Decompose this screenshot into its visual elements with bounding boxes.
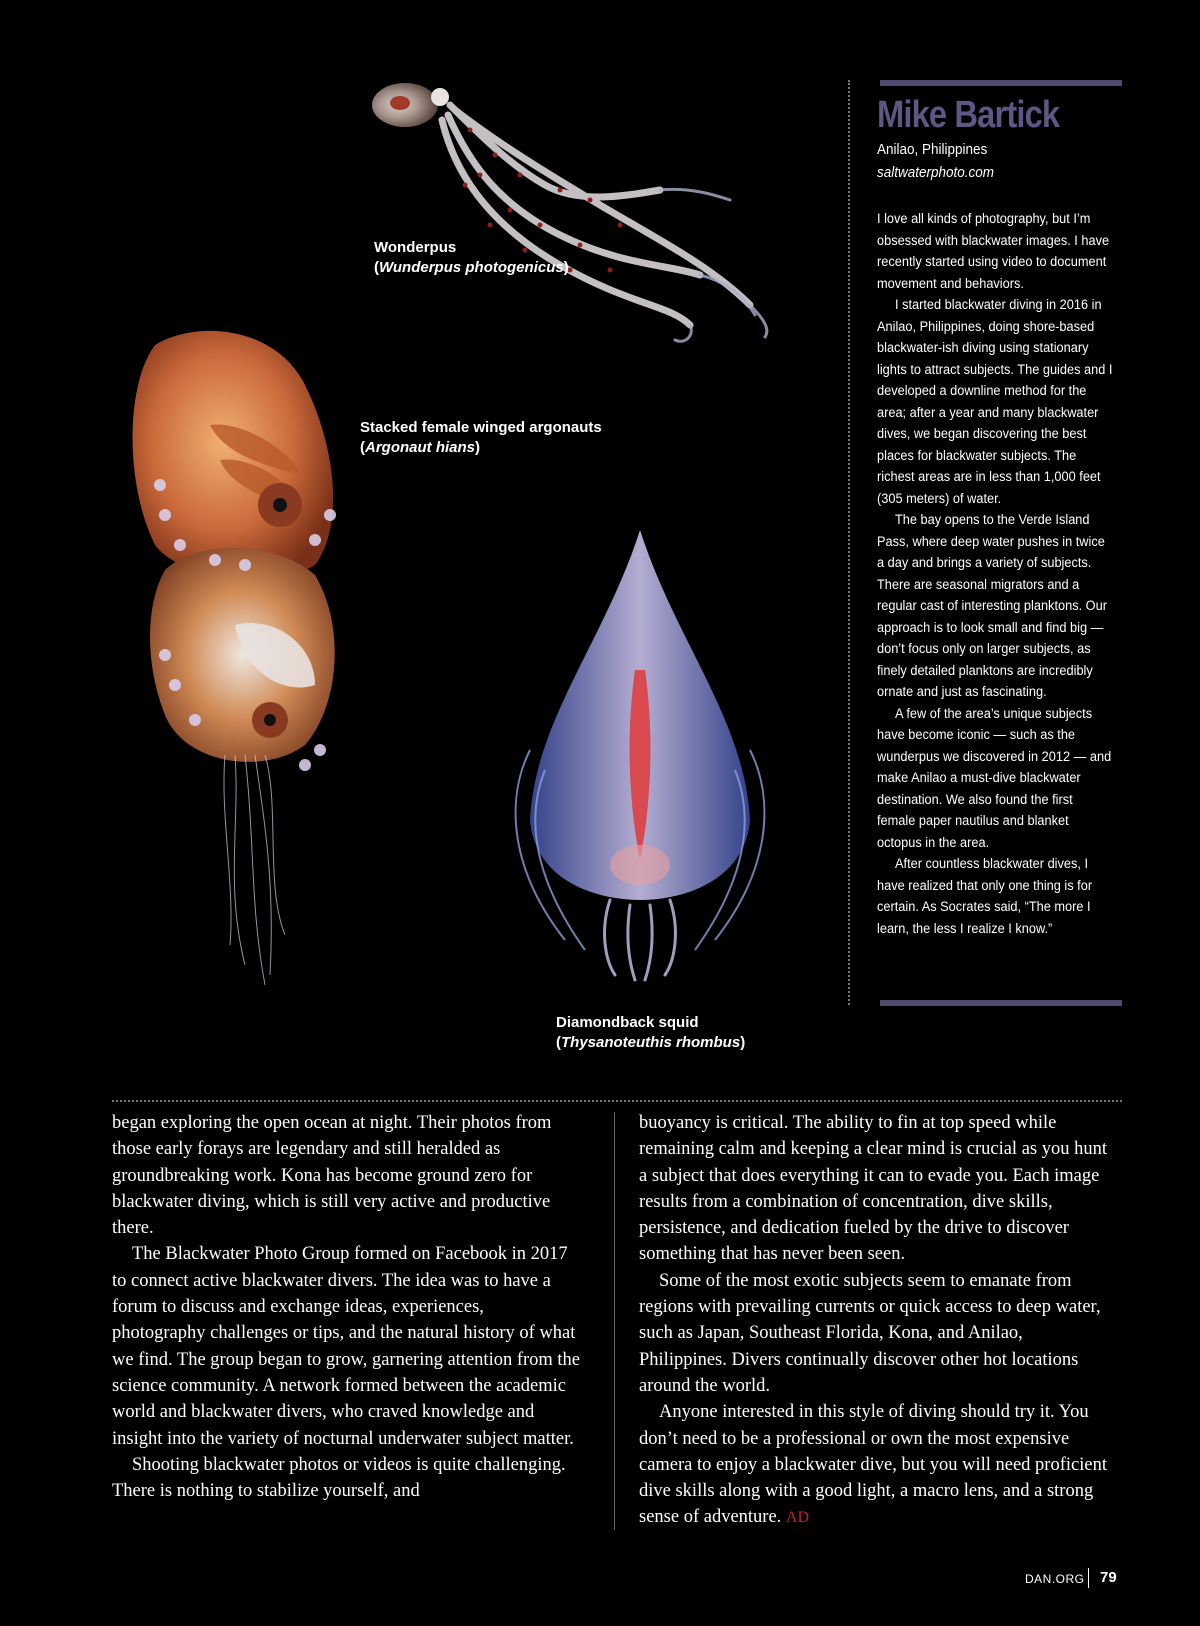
photographer-name: Mike Bartick (877, 94, 1060, 136)
article-paragraph (639, 1399, 1109, 1531)
argonauts-caption (360, 418, 602, 458)
photographer-location: Anilao, Philippines (877, 141, 988, 158)
article-paragraph: Shooting blackwater photos or videos is quite challenging. There is nothing to stabilize yourself, and (112, 1454, 566, 1502)
wonderpus-common-name: Wonderpus (374, 239, 457, 256)
article-column-2 (639, 1110, 1109, 1532)
sidebar-body (877, 209, 1113, 940)
sidebar-paragraph: After countless blackwater dives, I have realized that only one thing is for certain. As Socrates said, “The more I learn, the less I realize I know.” (877, 856, 1093, 937)
wonderpus-scientific-name: (Wunderpus photogenicus) (374, 259, 569, 276)
footer-site: DAN.ORG (1025, 1572, 1085, 1586)
sidebar-top-rule (880, 80, 1122, 86)
argonauts-scientific-name: (Argonaut hians) (360, 439, 481, 456)
column-divider (614, 1112, 615, 1530)
argonauts-common-name: Stacked female winged argonauts (360, 419, 602, 436)
sidebar-paragraph: I started blackwater diving in 2016 in Anilao, Philippines, doing shore-based blackwater-ish diving using stationary lights to attract subjects. The guides and I developed a downline method for the area; after a year and many blackwater dives, we began discovering the best places for blackwater subjects. The richest areas are in less than 1,000 feet (305 meters) of water. (877, 297, 1113, 507)
article-paragraph: Some of the most exotic subjects seem to emanate from regions with prevailing currents or quick access to deep water, such as Japan, Southeast Florida, Kona, and Anilao, Philippines. Divers continually discover other hot locations around the world. (639, 1270, 1101, 1396)
end-mark: AD (785, 1509, 810, 1527)
sidebar-divider (848, 80, 850, 1005)
article-paragraph: buoyancy is critical. The ability to fin at top speed while remaining calm and keeping a clear mind is crucial as you hunt a subject that does everything it can to evade you. Each image results from a combination of concentration, dive skills, persistence, and dedication fueled by the drive to discover something that has never been seen. (639, 1113, 1107, 1265)
sidebar-paragraph: The bay opens to the Verde Island Pass, where deep water pushes in twice a day and brings a variety of subjects. There are seasonal migrators and a regular cast of interesting planktons. Our approach is to look small and find big — don’t focus only on larger subjects, as finely detailed planktons are incredibly ornate and just as fascinating. (877, 512, 1107, 700)
squid-scientific-name: (Thysanoteuthis rhombus) (556, 1034, 746, 1051)
squid-common-name: Diamondback squid (556, 1014, 699, 1031)
sidebar-paragraph: I love all kinds of photography, but I’m obsessed with blackwater images. I have recently started using video to document movement and behaviors. (877, 211, 1110, 292)
article-divider (112, 1100, 1122, 1102)
page-number: 79 (1100, 1569, 1117, 1586)
wonderpus-caption (374, 238, 569, 278)
squid-caption (556, 1013, 745, 1053)
article-final-text: Anyone interested in this style of diving should try it. You don’t need to be a professional or own the most expensive camera to enjoy a blackwater dive, but you will need proficient dive skills along with a good light, a macro lens, and a strong sense of adventure. (639, 1402, 1107, 1528)
argonauts-photo (125, 325, 355, 1015)
article-paragraph: The Blackwater Photo Group formed on Facebook in 2017 to connect active blackwater divers. The idea was to have a forum to discuss and exchange ideas, experiences, photography challenges or tips, and the natural history of what we find. The group began to grow, garnering attention from the science community. A network formed between the academic world and blackwater divers, who craved knowledge and insight into the variety of nocturnal underwater subject matter. (112, 1244, 581, 1449)
article-paragraph: began exploring the open ocean at night. Their photos from those early forays are legendary and still heralded as groundbreaking work. Kona has become ground zero for blackwater diving, which is still very active and productive there. (112, 1113, 552, 1239)
photographer-website: saltwaterphoto.com (877, 164, 995, 181)
footer-separator (1088, 1568, 1089, 1588)
article-column-1 (112, 1110, 582, 1504)
squid-photo (495, 520, 785, 985)
sidebar-bottom-rule (880, 1000, 1122, 1006)
sidebar-paragraph: A few of the area’s unique subjects have become iconic — such as the wunderpus we discovered in 2012 — and make Anilao a must-dive blackwater destination. We also found the first female paper nautilus and blanket octopus in the area. (877, 705, 1112, 851)
wonderpus-photo (370, 75, 800, 350)
